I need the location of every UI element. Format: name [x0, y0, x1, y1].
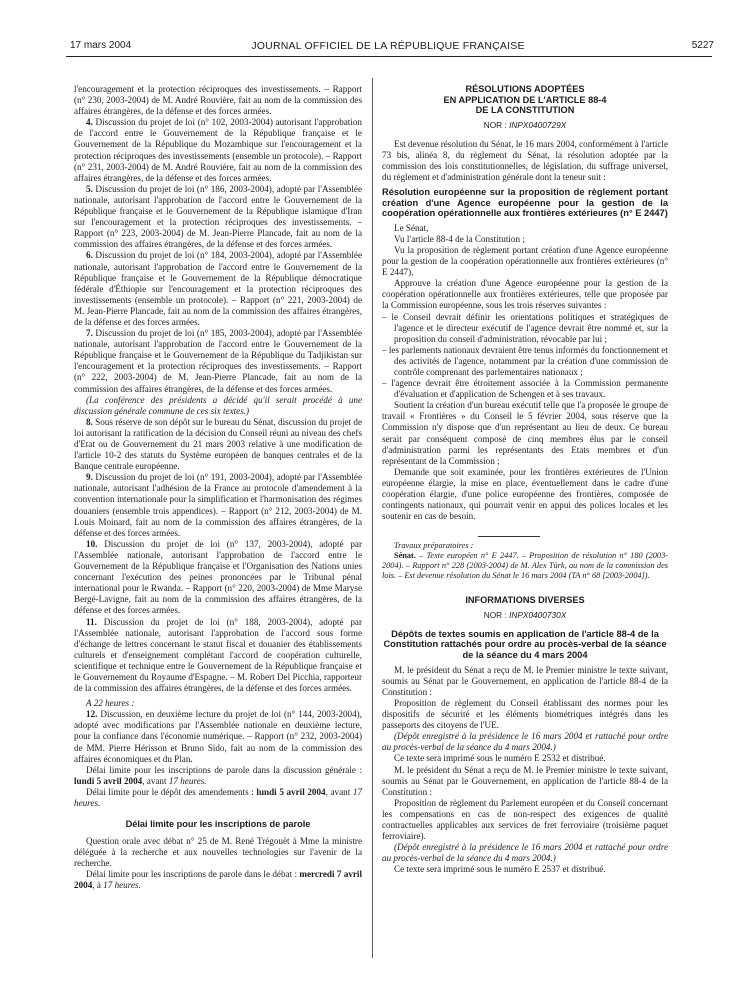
agenda-item-5: 5. Discussion du projet de loi (n° 186, 2003-2004), adopté par l'Assemblée nationale, autorisant l'approbation de l'accord entre le Gouvernement de la République française et le Gouvernement de la République islamique d'Iran sur l'encouragement et la protection réciproques des investissements. – Rapport (n° 223, 2003-2004) de M. Jean-Pierre Plancade, fait au nom de la commission des affaires étrangères, de la défense et des forces armées.	[74, 183, 362, 250]
paragraph: l'encouragement et la protection réciproques des investissements. – Rapport (n° 230, 2003-2004) de M. André Rouvière, fait au nom de la commission des affaires étrangères, de la défense et des forces armées.	[74, 84, 362, 117]
right-column	[382, 84, 668, 875]
agenda-item-6: 6. Discussion du projet de loi (n° 184, 2003-2004), adopté par l'Assemblée nationale, autorisant l'approbation de l'accord entre le Gouvernement de la République française et le Gouvernement de la République démocratique fédérale d'Éthiopie sur l'encouragement et la protection réciproques des investissements (ensemble un protocole). – Rapport (n° 221, 2003-2004) de M. Jean-Pierre Plancade, fait au nom de la commission des affaires étrangères, de la défense et des forces armées.	[74, 250, 362, 327]
deposit-note: (Dépôt enregistré à la présidence le 16 mars 2004 et rattaché pour ordre au procès-verbal de la séance du 4 mars 2004.)	[382, 731, 668, 753]
section-title: Délai limite pour les inscriptions de parole	[125, 819, 311, 830]
preparatory-work: Sénat. – Texte européen n° E 2447. – Proposition de résolution n° 180 (2003-2004). – Rapport n° 228 (2003-2004) de M. Alex Türk, au nom de la commission des lois. – Est devenue résolution du Sénat le 16 mars 2004 (TA n° 68 [2003-2004]).	[382, 551, 668, 581]
resolutions-title: RÉSOLUTIONS ADOPTÉES EN APPLICATION DE L'ARTICLE 88-4 DE LA CONSTITUTION	[443, 84, 607, 115]
nor-reference: NOR : INPX0400729X	[483, 119, 567, 130]
nor-reference: NOR : INPX0400730X	[483, 609, 567, 620]
agenda-item-9: 9. Discussion du projet de loi (n° 191, 2003-2004), adopté par l'Assemblée nationale, autorisant l'adhésion de la France au protocole d'amendement à la convention internationale pour la simplification et l'harmonisation des régimes douaniers (ensemble trois appendices). – Rapport (n° 212, 2003-2004) de M. Louis Moinard, fait au nom de la commission des affaires étrangères, de la défense et des forces armées.	[74, 472, 362, 538]
preparatory-work-label: Travaux préparatoires :	[394, 541, 474, 551]
reservation-item: – l'agence devrait être étroitement associée à la Commission permanente d'évaluation et d'application de Schengen et à ses travaux.	[382, 378, 668, 400]
deadline-speakers: Délai limite pour les inscriptions de parole dans la discussion générale : lundi 5 avril 2004, avant 17 heures.	[74, 764, 362, 786]
agenda-item-11: 11. Discussion du projet de loi (n° 188, 2003-2004), adopté par l'Assemblée nationale, autorisant l'approbation de l'accord sous forme d'échange de lettres concernant le statut fiscal et douanier des établissements culturels et d'enseignement complétant l'accord de coopération culturelle, scientifique et technique entre le Gouvernement de la République française et le Gouvernement du Royaume d'Espagne. – M. Robert Del Picchia, rapporteur de la commission des affaires étrangères, de la défense et des forces armées.	[74, 616, 362, 694]
resolution-heading: Résolution européenne sur la proposition de règlement portant création d'une Agence européenne pour la gestion de la coopération opérationnelle aux frontières extérieures (n° E 2447)	[382, 186, 668, 219]
page-header	[62, 40, 714, 60]
paragraph: Le Sénat,	[394, 222, 429, 233]
paragraph: Vu la proposition de règlement portant création d'une Agence européenne pour la gestion de la coopération opérationnelle aux frontières extérieures (n° E 2447),	[382, 244, 668, 278]
paragraph: Ce texte sera imprimé sous le numéro E 2537 et distribué.	[394, 864, 606, 875]
deadline-amendments: Délai limite pour le dépôt des amendements : lundi 5 avril 2004, avant 17 heures.	[74, 786, 362, 808]
page-number: 5227	[691, 40, 714, 51]
paragraph: M. le président du Sénat a reçu de M. le Premier ministre le texte suivant, soumis au Sénat par le Gouvernement, en application de l'article 88-4 de la Constitution :	[382, 664, 668, 697]
paragraph: Soutient la création d'un bureau exécutif telle que l'a proposée le groupe de travail « Frontières » du Conseil le 5 février 2004, sous réserve que la Commission n'y dispose que d'un représentant au lieu de deux. Ce bureau serait par conséquent composé de cinq membres élus par le conseil d'administration parmi les représentants des Etats membres et d'un représentant de la Commission ;	[382, 400, 668, 466]
deposit-note: (Dépôt enregistré à la présidence le 16 mars 2004 et rattaché pour ordre au procès-verbal de la séance du 4 mars 2004.)	[382, 842, 668, 864]
time-heading: A 22 heures :	[86, 698, 135, 709]
reservation-item: – le Conseil devrait définir les orientations politiques et stratégiques de l'agence et le directeur exécutif de l'agence devrait être nommé et, sur la proposition du conseil d'administration, révocable par lui ;	[382, 311, 668, 344]
column-divider	[372, 78, 373, 958]
paragraph: Demande que soit examinée, pour les frontières extérieures de l'Union européenne élargie, la mise en place, éventuellement dans le cadre d'une coopération élargie, d'une police européenne des frontières, composée de contingents nationaux, qui pourrait venir en appui des polices locales et les soutenir en cas de besoin.	[382, 466, 668, 522]
agenda-item-7: 7. Discussion du projet de loi (n° 185, 2003-2004), adopté par l'Assemblée nationale, autorisant l'approbation de l'accord entre le Gouvernement de la République française et le Gouvernement de la République du Tadjikistan sur l'encouragement et la protection réciproques des investissements. – Rapport (n° 222, 2003-2004) de M. Jean-Pierre Plancade, fait au nom de la commission des affaires étrangères, de la défense et des forces armées.	[74, 328, 362, 394]
notes-rule	[478, 536, 540, 537]
resolution-intro: Est devenue résolution du Sénat, le 16 mars 2004, conformément à l'article 73 bis, alinéa 8, du règlement du Sénat, la résolution adoptée par la commission des lois constitutionnelles, de législation, du suffrage universel, du règlement et d'administration générale dont la teneur suit :	[382, 138, 668, 182]
agenda-item-10: 10. Discussion du projet de loi (n° 137, 2003-2004), adopté par l'Assemblée nationale, autorisant l'approbation de l'accord entre le Gouvernement de la République française et l'Organisation des Nations unies concernant l'exécution des peines prononcées par le Tribunal pénal international pour le Rwanda. – Rapport (n° 220, 2003-2004) de Mme Maryse Bergé-Lavigne, fait au nom de la commission des affaires étrangères, de la défense et des forces armées.	[74, 538, 362, 616]
deposits-heading: Dépôts de textes soumis en application de l'article 88-4 de la Constitution rattachés pour ordre au procès-verbal de la séance de la séance du 4 mars 2004	[383, 628, 667, 661]
paragraph: Approuve la création d'une Agence européenne pour la gestion de la coopération opérationnelle aux frontières extérieures, telle que proposée par la Commission européenne, sous les trois réserves suivantes :	[382, 278, 668, 311]
info-title: INFORMATIONS DIVERSES	[465, 595, 585, 606]
agenda-item-12: 12. Discussion, en deuxième lecture du projet de loi (n° 144, 2003-2004), adopté avec modifications par l'Assemblée nationale en deuxième lecture, pour la confiance dans l'économie numérique. – Rapport (n° 232, 2003-2004) de MM. Pierre Hérisson et Bruno Sido, fait au nom de la commission des affaires économiques et du Plan.	[74, 709, 362, 764]
header-date: 17 mars 2004	[70, 40, 132, 51]
agenda-item-8: 8. Sous réserve de son dépôt sur le bureau du Sénat, discussion du projet de loi autorisant la ratification de la décision du Conseil réuni au niveau des chefs d'Etat ou de Gouvernement du 21 mars 2003 relative à une modification de l'article 10-2 des statuts du Système européen de banques centrales et de la Banque centrale européenne.	[74, 416, 362, 472]
agenda-item-4: 4. Discussion du projet de loi (n° 102, 2003-2004) autorisant l'approbation de l'accord entre le Gouvernement de la République française et le Gouvernement de la République du Mozambique sur l'encouragement et la protection réciproques des investissements (ensemble un protocole). – Rapport (n° 231, 2003-2004) de M. André Rouvière, fait au nom de la commission des affaires étrangères, de la défense et des forces armées.	[74, 117, 362, 183]
header-rule	[66, 56, 712, 57]
conference-note: (La conférence des présidents a décidé qu'il serait procédé à une discussion générale commune de ces six textes.)	[74, 394, 362, 416]
paragraph: Ce texte sera imprimé sous le numéro E 2532 et distribué.	[394, 753, 606, 764]
paragraph: Proposition de règlement du Parlement européen et du Conseil concernant les compensations en cas de non-respect des exigences de qualité contractuelles applicables aux services de fret ferroviaire (troisième paquet ferroviaire).	[382, 797, 668, 842]
journal-title: JOURNAL OFFICIEL DE LA RÉPUBLIQUE FRANÇAISE	[251, 40, 525, 52]
paragraph: M. le président du Sénat a reçu de M. le Premier ministre le texte suivant, soumis au Sénat par le Gouvernement, en application de l'article 88-4 de la Constitution :	[382, 764, 668, 797]
paragraph: Vu l'article 88-4 de la Constitution ;	[394, 233, 525, 244]
left-column	[74, 84, 362, 891]
paragraph: Proposition de règlement du Conseil établissant des normes pour les dispositifs de sécurité et les éléments biométriques intégrés dans les passeports des citoyens de l'UE.	[382, 697, 668, 731]
oral-question: Question orale avec débat n° 25 de M. René Trégouët à Mme la ministre déléguée à la recherche et aux nouvelles technologies sur l'avenir de la recherche.	[74, 835, 362, 868]
deadline-debate: Délai limite pour les inscriptions de parole dans le débat : mercredi 7 avril 2004, à 17 heures.	[74, 868, 362, 890]
reservation-item: – les parlements nationaux devraient être tenus informés du fonctionnement et des activités de l'agence, notamment par la création d'une commission de contrôle comprenant des parlementaires nationaux ;	[382, 344, 668, 377]
